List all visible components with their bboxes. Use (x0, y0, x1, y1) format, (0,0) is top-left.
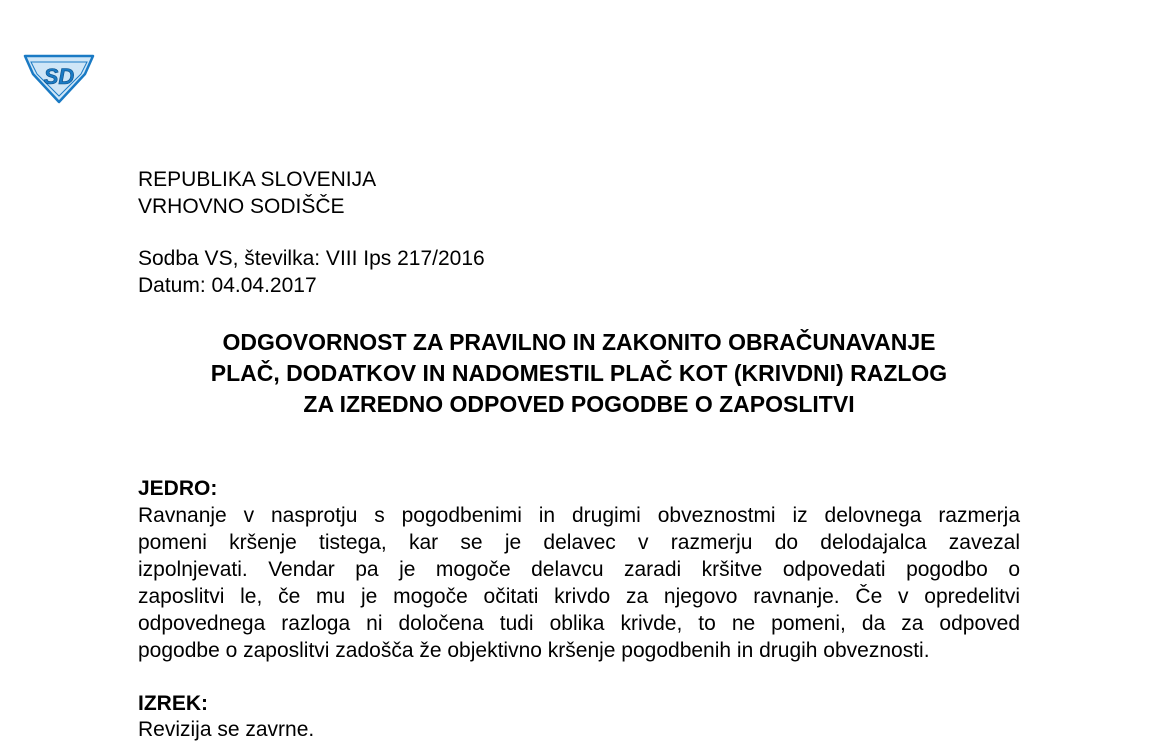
document-title (138, 327, 1020, 420)
case-info (138, 245, 485, 299)
izrek-paragraph: Revizija se zavrne. (138, 718, 315, 741)
court-header (138, 166, 376, 220)
case-number: Sodba VS, številka: VIII Ips 217/2016 (138, 247, 485, 270)
title-line-1: ODGOVORNOST ZA PRAVILNO IN ZAKONITO OBRAČUNAVANJE (222, 329, 936, 355)
title-line-3: ZA IZREDNO ODPOVED POGODBE O ZAPOSLITVI (303, 391, 855, 417)
title-line-2: PLAČ, DODATKOV IN NADOMESTIL PLAČ KOT (KRIVDNI) RAZLOG (210, 360, 948, 386)
jedro-line: pogodbe o zaposlitvi zadošča že objektivno kršenje pogodbenih in drugih obveznosti. (138, 639, 930, 662)
jedro-line: odpovednega razloga ni določena tudi oblika krivde, to ne pomeni, da za odpoved (138, 612, 1020, 635)
jedro-line: Ravnanje v nasprotju s pogodbenimi in drugimi obveznostmi iz delovnega razmerja (138, 504, 1020, 527)
logo-lettering: SD (43, 64, 75, 89)
jedro-heading: JEDRO: (138, 477, 218, 500)
court-name: VRHOVNO SODIŠČE (138, 195, 345, 218)
case-date: Datum: 04.04.2017 (138, 274, 317, 297)
vs-emblem-icon (22, 50, 96, 104)
jedro-paragraph (138, 502, 1020, 664)
jedro-line: pomeni kršenje tistega, kar se je delavec v razmerju do delodajalca zavezal (138, 531, 1020, 554)
jedro-line: izpolnjevati. Vendar pa je mogoče delavcu zaradi kršitve odpovedati pogodbo o (138, 558, 1020, 581)
izrek-heading: IZREK: (138, 692, 208, 715)
court-logo (22, 50, 96, 104)
jedro-line: zaposlitvi le, če mu je mogoče očitati krivdo za njegovo ravnanje. Če v opredelitvi (138, 585, 1020, 608)
republic-name: REPUBLIKA SLOVENIJA (138, 168, 377, 191)
